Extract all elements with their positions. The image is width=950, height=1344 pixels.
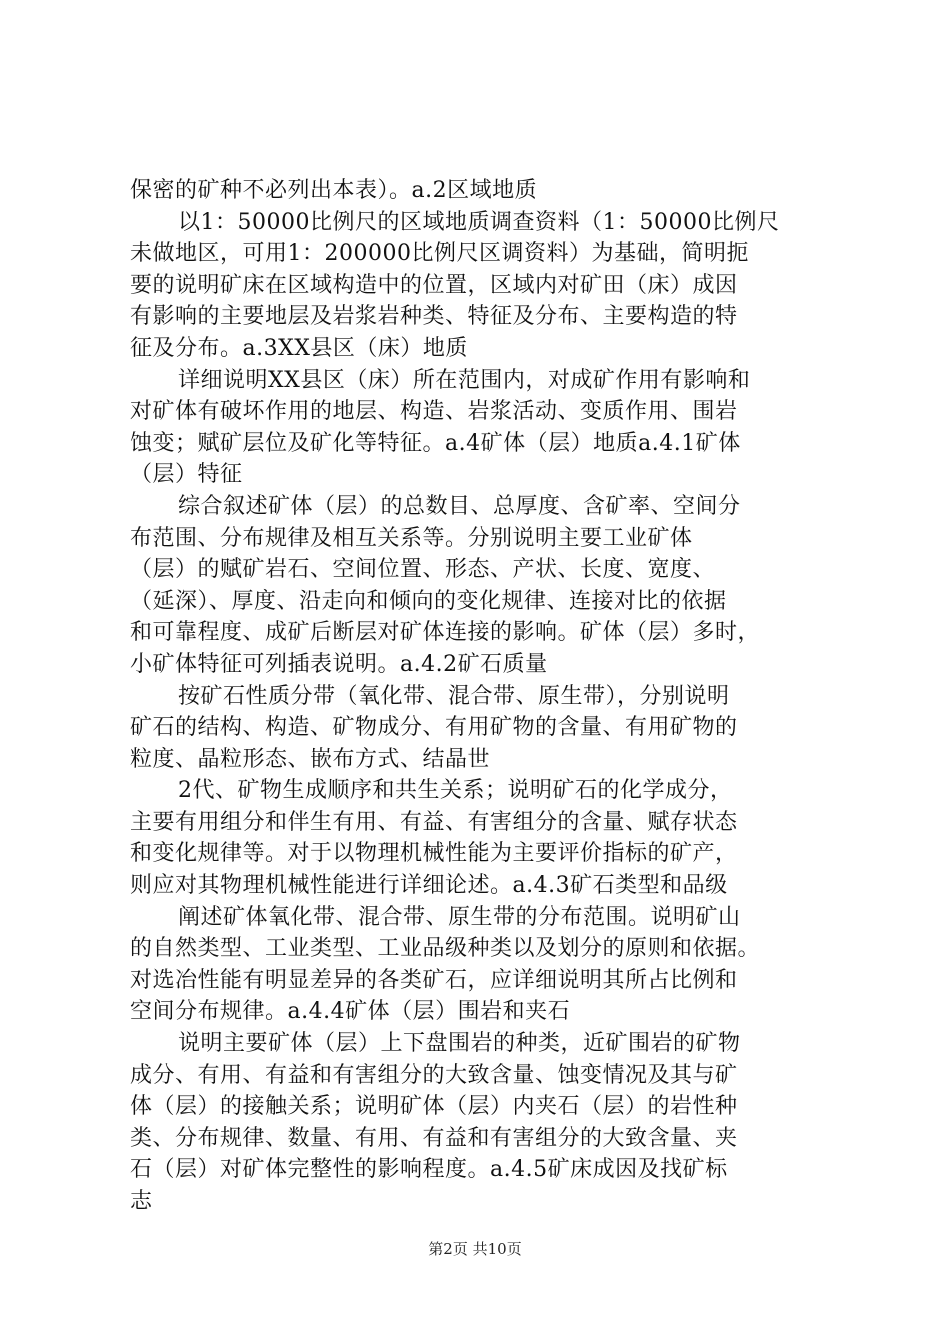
text-line: 有影响的主要地层及岩浆岩种类、特征及分布、主要构造的特: [130, 304, 738, 330]
text-line: 空间分布规律。a.4.4矿体（层）围岩和夹石: [130, 999, 571, 1025]
text-line: 主要有用组分和伴生有用、有益、有害组分的含量、赋存状态: [130, 809, 738, 835]
text-line: 粒度、晶粒形态、嵌布方式、结晶世: [130, 746, 491, 772]
text-line: （延深）、厚度、沿走向和倾向的变化规律、连接对比的依据: [130, 588, 727, 614]
text-line: （层）的赋矿岩石、空间位置、形态、产状、长度、宽度、: [130, 557, 716, 583]
text-line: 矿石的结构、构造、矿物成分、有用矿物的含量、有用矿物的: [130, 715, 738, 741]
text-line: 征及分布。a.3XX县区（床）地质: [130, 335, 468, 361]
text-line: 和变化规律等。对于以物理机械性能为主要评价指标的矿产，: [130, 841, 738, 867]
text-line: 体（层）的接触关系；说明矿体（层）内夹石（层）的岩性种: [130, 1094, 738, 1120]
text-line: 详细说明XX县区（床）所在范围内，对成矿作用有影响和: [178, 367, 751, 393]
text-line: 保密的矿种不必列出本表）。a.2区域地质: [130, 178, 538, 203]
text-line: 未做地区，可用1：200000比例尺区调资料）为基础，简明扼: [130, 241, 749, 267]
text-line: 石（层）对矿体完整性的影响程度。a.4.5矿床成因及找矿标: [130, 1157, 728, 1183]
text-line: 2代、矿物生成顺序和共生关系；说明矿石的化学成分，: [178, 778, 733, 804]
text-line: 和可靠程度、成矿后断层对矿体连接的影响。矿体（层）多时，: [130, 620, 761, 646]
text-line: 以1：50000比例尺的区域地质调查资料（1：50000比例尺: [178, 209, 780, 235]
text-line: 综合叙述矿体（层）的总数目、总厚度、含矿率、空间分: [178, 493, 741, 519]
text-line: 对矿体有破坏作用的地层、构造、岩浆活动、变质作用、围岩: [130, 399, 738, 425]
text-line: 对选冶性能有明显差异的各类矿石，应详细说明其所占比例和: [130, 967, 738, 993]
text-line: 按矿石性质分带（氧化带、混合带、原生带），分别说明: [178, 683, 730, 709]
text-line: 志: [130, 1189, 153, 1214]
text-line: 布范围、分布规律及相互关系等。分别说明主要工业矿体: [130, 525, 693, 551]
text-line: 类、分布规律、数量、有用、有益和有害组分的大致含量、夹: [130, 1125, 738, 1151]
page-footer: 第2页 共10页: [428, 1240, 522, 1258]
text-line: 则应对其物理机械性能进行详细论述。a.4.3矿石类型和品级: [130, 873, 728, 899]
text-line: 蚀变；赋矿层位及矿化等特征。a.4矿体（层）地质a.4.1矿体: [130, 430, 741, 456]
text-line: 成分、有用、有益和有害组分的大致含量、蚀变情况及其与矿: [130, 1062, 738, 1088]
text-line: 的自然类型、工业类型、工业品级种类以及划分的原则和依据。: [130, 936, 761, 962]
text-line: 阐述矿体氧化带、混合带、原生带的分布范围。说明矿山: [178, 904, 741, 930]
text-line: 要的说明矿床在区域构造中的位置，区域内对矿田（床）成因: [130, 272, 738, 298]
text-line: （层）特征: [130, 462, 243, 488]
text-line: 小矿体特征可列插表说明。a.4.2矿石质量: [130, 651, 548, 677]
text-line: 说明主要矿体（层）上下盘围岩的种类，近矿围岩的矿物: [178, 1031, 741, 1057]
document-body: [130, 175, 830, 1218]
